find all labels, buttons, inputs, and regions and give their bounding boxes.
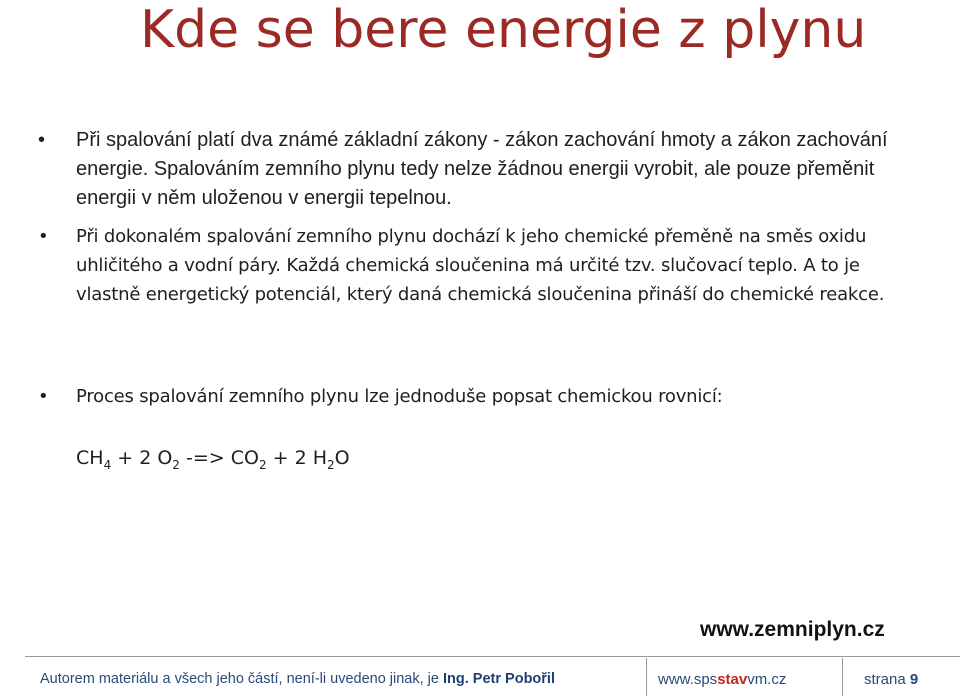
source-website-link[interactable]: www.zemniplyn.cz: [700, 618, 885, 641]
bullet-item: • Proces spalování zemního plynu lze jednoduše popsat chemickou rovnicí:: [76, 382, 926, 411]
equation-sub-4: 4: [103, 458, 112, 472]
footer-author-name: Ing. Petr Pobořil: [443, 671, 555, 687]
equation-sub-2b: 2: [258, 458, 267, 472]
slide-title: Kde se bere energie z plynu: [140, 0, 867, 60]
footer-author-prefix: Autorem materiálu a všech jeho částí, není-li uvedeno jinak, je: [40, 671, 443, 687]
bullet-item: • Při dokonalém spalování zemního plynu dochází k jeho chemické přeměně na směs oxidu uhličitého a vodní páry. Každá chemická sloučenina má určité tzv. slučovací teplo. A to je vlastně energetický potenciál, který daná chemická sloučenina přináší do chemické reakce.: [76, 222, 926, 309]
equation-o2: + 2 O: [111, 447, 173, 469]
equation-o: O: [334, 447, 350, 469]
equation-sub-2c: 2: [327, 458, 335, 472]
equation-sub-2a: 2: [172, 458, 180, 472]
footer-separator: [842, 658, 843, 696]
footer-page-label: strana: [864, 671, 910, 688]
footer-school-link[interactable]: [658, 671, 786, 688]
footer-page-number: [864, 671, 918, 688]
footer-page-value: 9: [909, 671, 919, 688]
equation-h2: + 2 H: [266, 447, 327, 469]
bullet-item: • Při spalování platí dva známé základní zákony - zákon zachování hmoty a zákon zachování energie. Spalováním zemního plynu tedy nelze žádnou energii vyrobit, ale pouze přeměnit energii v něm uloženou v energii tepelnou.: [76, 126, 926, 213]
footer-site-part1: www.sps: [658, 671, 718, 688]
footer-site-part2: stav: [717, 671, 748, 688]
equation-co2: -=> CO: [179, 447, 259, 469]
footer-site-part3: vm.cz: [747, 671, 787, 688]
equation-ch: CH: [76, 447, 104, 469]
footer-separator: [646, 658, 647, 696]
footer-divider: [25, 656, 960, 657]
footer-author: [40, 671, 555, 687]
chemical-equation: [76, 442, 350, 474]
